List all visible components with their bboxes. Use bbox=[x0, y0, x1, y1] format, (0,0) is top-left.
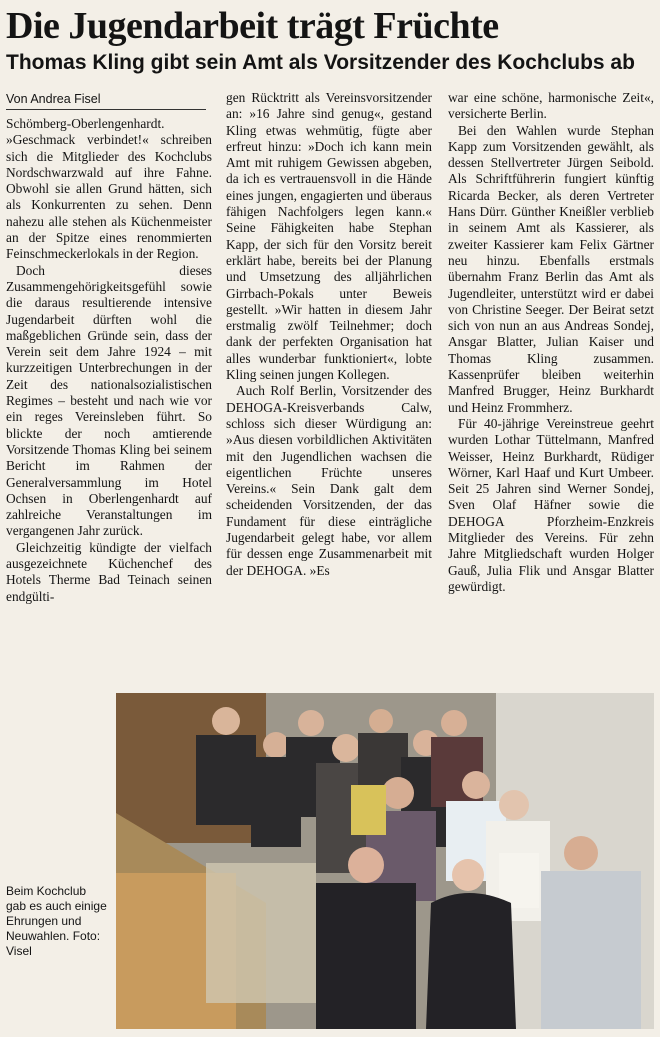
paragraph: Schömberg-Oberlengenhardt. »Geschmack verbindet!« schreiben sich die Mitglieder des Kochclubs Nordschwarzwald auf ihre Fahne. Obwohl sie allen Grund hätten, sich als Konkurrenten zu sehen. Denn nahezu alle stehen als Küchenmeister an der Spitze eines renommierten Feinschmeckerlokals in der Region. bbox=[6, 116, 212, 262]
paragraph: Gleichzeitig kündigte der vielfach ausgezeichnete Küchenchef des Hotels Therme Bad Teinach seinen endgülti- bbox=[6, 539, 212, 604]
paragraph: Bei den Wahlen wurde Stephan Kapp zum Vorsitzenden gewählt, als dessen Stellvertreter Jürgen Seibold. Als Schriftführerin fungiert künftig Ricarda Becker, als deren Vertreter Hans Dürr. Günther Kneißler verblieb in seinem Amt als Kassierer, als zweiter Kassierer kam Felix Gärtner neu hinzu. Ebenfalls erstmals übernahm Franz Berlin das Amt als Jugendleiter, unterstützt wird er dabei von Christine Seeger. Der Beirat setzt sich von nun an aus Andreas Sondej, Ansgar Blatter, Julian Kaiser und Thomas Kling zusammen. Kassenprüfer bleiben weiterhin Manfred Brugger, Heinz Burkhardt und Heinz Frommherz. bbox=[448, 122, 654, 415]
group-photo-illustration bbox=[116, 693, 654, 1029]
paragraph: gen Rücktritt als Vereinsvorsitzender an: »16 Jahre sind genug«, gestand Kling etwas wehmütig, fügte aber erfreut hinzu: »Doch ich kann mein Amt mit ruhigem Gewissen abgeben, da ich es vertrauensvoll in die Hände eines jungen, engagierten und überaus fähigen Nachfolgers legen kann.« Seine Fähigkeiten habe Stephan Kapp, der sich für den Vorsitz bereit erklärt habe, bereits bei der Planung und Umsetzung des alljährlichen Girrbach-Pokals unter Beweis gestellt. »Wir hatten in diesem Jahr erstmalig zwölf Teilnehmer; doch dank der perfekten Organisation hat alles wunderbar funktioniert«, lobte Kling seinen jungen Kollegen. bbox=[226, 90, 432, 383]
paragraph: Für 40-jährige Vereinstreue geehrt wurden Lothar Tüttelmann, Manfred Weisser, Heinz Burkhardt, Rüdiger Wörner, Karl Haaf und Kurt Umbeer. Seit 25 Jahren sind Werner Sondej, Sven Olaf Häfner sowie die DEHOGA Pforzheim-Enzkreis Mitglieder des Vereins. Für zehn Jahre Mitgliedschaft wurden Holger Gauß, Julia Flik und Ansgar Blatter gewürdigt. bbox=[448, 415, 654, 594]
article-column-1 bbox=[6, 116, 212, 605]
photo-caption: Beim Kochclub gab es auch einige Ehrungen und Neuwahlen. Foto: Visel bbox=[6, 884, 107, 958]
subheadline: Thomas Kling gibt sein Amt als Vorsitzender des Kochclubs ab bbox=[6, 51, 635, 74]
paragraph: Auch Rolf Berlin, Vorsitzender des DEHOGA-Kreisverbands Calw, schloss sich dieser Würdigung an: »Aus diesen vorbildlichen Aktivitäten mit den Jugendlichen wachsen die eigentlichen Früchte unseres Vereins.« Sein Dank galt dem scheidenden Vorsitzenden, der das Fundament für diese einträgliche Jugendarbeit gelegt habe, vor allem für dessen enge Zusammenarbeit mit der DEHOGA. »Es bbox=[226, 383, 432, 578]
paragraph: war eine schöne, harmonische Zeit«, versicherte Berlin. bbox=[448, 90, 654, 122]
article-column-3 bbox=[448, 90, 654, 595]
byline: Von Andrea Fisel bbox=[6, 92, 206, 110]
headline: Die Jugendarbeit trägt Früchte bbox=[6, 5, 499, 47]
group-photo bbox=[116, 693, 654, 1029]
article-column-2 bbox=[226, 90, 432, 579]
paragraph: Doch dieses Zusammengehörigkeitsgefühl sowie die daraus resultierende intensive Jugendarbeit dürften wohl die maßgeblichen Gründe sein, dass der Verein seit dem Jahre 1924 – mit kurzzeitigen Unterbrechungen in der Zeit des nationalsozialistischen Regimes – besteht und nach wie vor ein reges Vereinsleben führt. So blickte der noch amtierende Vorsitzende Thomas Kling bei seinem Bericht im Rahmen der Generalversammlung im Hotel Ochsen in Oberlengenhardt auf zahlreiche Veranstaltungen im vergangenen Jahr zurück. bbox=[6, 262, 212, 539]
